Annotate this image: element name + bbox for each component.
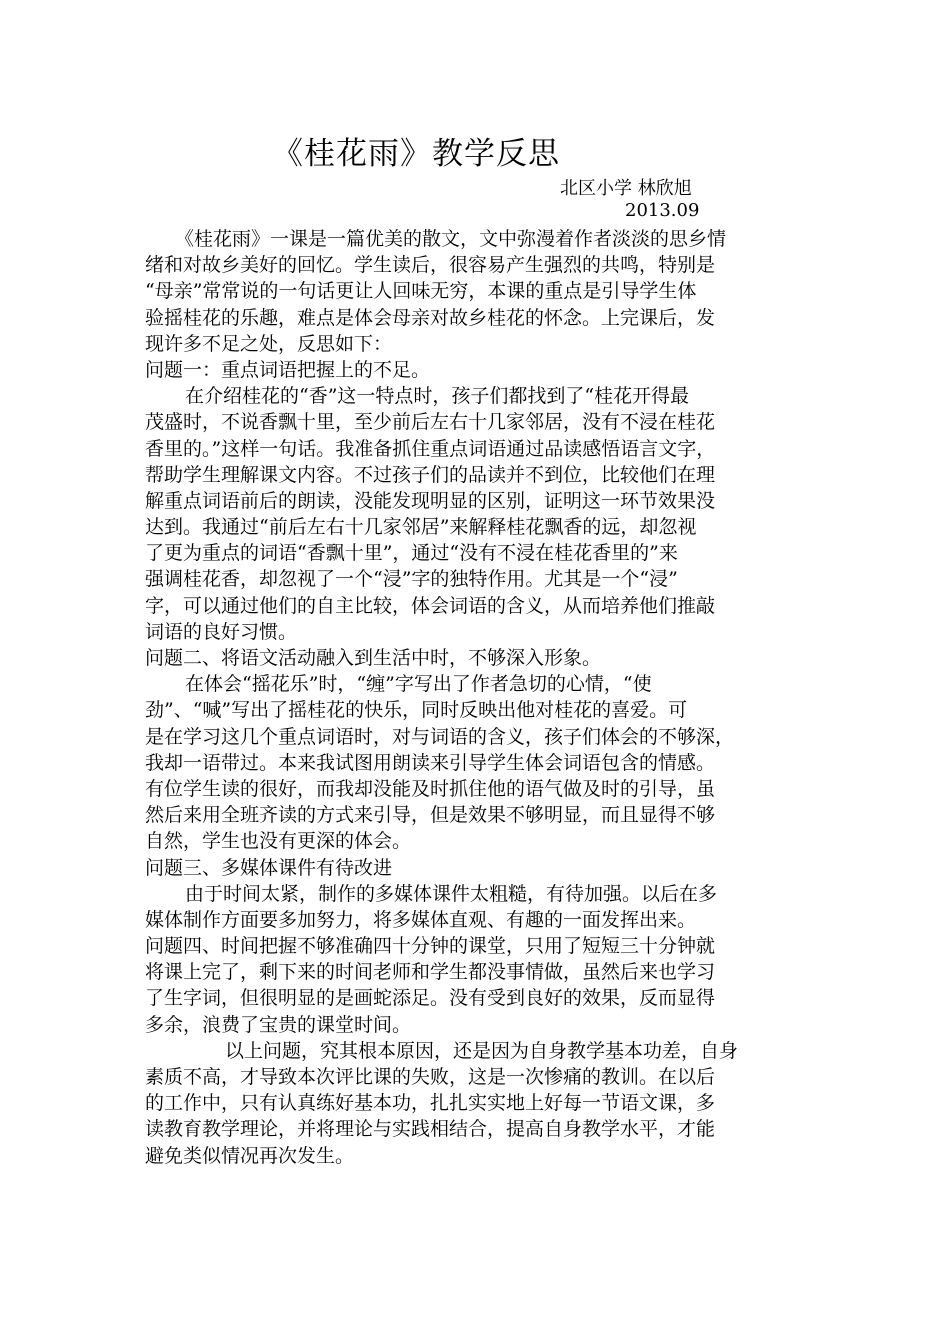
- paragraph-line: 将课上完了，剩下来的时间老师和学生都没事情做，虽然后来也学习: [145, 961, 716, 984]
- paragraph-line: 是在学习这几个重点词语时，对与词语的含义，孩子们体会的不够深，: [145, 725, 735, 748]
- paragraph-line: 自然，学生也没有更深的体会。: [145, 830, 412, 853]
- paragraph-line: 了更为重点的词语“香飘十里”，通过“没有不浸在桂花香里的”来: [145, 542, 678, 565]
- paragraph-line: 帮助学生理解课文内容。不过孩子们的品读并不到位，比较他们在理: [145, 463, 716, 486]
- paragraph-line: 验摇桂花的乐趣，难点是体会母亲对故乡桂花的怀念。上完课后，发: [145, 306, 716, 329]
- paragraph-line: 在体会“摇花乐”时，“缠”字写出了作者急切的心情，“使: [185, 673, 652, 696]
- paragraph-line: 读教育教学理论，并将理论与实践相结合，提高自身教学水平，才能: [145, 1118, 716, 1141]
- paragraph-line: 有位学生读的很好，而我却没能及时抓住他的语气做及时的引导，虽: [145, 777, 716, 800]
- paragraph-line: 多余，浪费了宝贵的课堂时间。: [145, 1013, 412, 1036]
- paragraph-line: 素质不高，才导致本次评比课的失败，这是一次惨痛的教训。在以后: [145, 1066, 716, 1088]
- author-line: 北区小学 林欣旭: [560, 178, 692, 199]
- paragraph-line: 现许多不足之处，反思如下：: [145, 332, 393, 355]
- paragraph-line: “母亲”常常说的一句话更让人回味无穷，本课的重点是引导学生体: [145, 280, 697, 303]
- date-line: 2013.09: [625, 200, 700, 221]
- paragraph-line: 茂盛时，不说香飘十里，至少前后左右十几家邻居，没有不浸在桂花: [145, 411, 716, 434]
- paragraph-line: 《桂花雨》一课是一篇优美的散文，文中弥漫着作者淡淡的思乡情: [175, 228, 727, 250]
- paragraph-line: 避免类似情况再次发生。: [145, 1144, 355, 1167]
- section-heading: 问题一：重点词语把握上的不足。: [145, 358, 431, 381]
- paragraph-line: 达到。我通过“前后左右十几家邻居”来解释桂花飘香的远，却忽视: [145, 516, 697, 539]
- body-text: [145, 226, 815, 1169]
- paragraph-line: 解重点词语前后的朗读，没能发现明显的区别，证明这一环节效果没: [145, 489, 716, 512]
- section-heading: 问题二、将语文活动融入到生活中时，不够深入形象。: [145, 647, 602, 669]
- paragraph-line: 劲”、“喊”写出了摇桂花的快乐，同时反映出他对桂花的喜爱。可: [145, 699, 688, 722]
- section-heading: 问题三、多媒体课件有待改进: [145, 856, 393, 879]
- paragraph-line: 媒体制作方面要多加努力，将多媒体直观、有趣的一面发挥出来。: [145, 908, 697, 931]
- paragraph-line: 我却一语带过。本来我试图用朗读来引导学生体会词语包含的情感。: [145, 751, 716, 774]
- paragraph-line: 了生字词，但很明显的是画蛇添足。没有受到良好的效果，反而显得: [145, 987, 716, 1010]
- paragraph-line: 强调桂花香，却忽视了一个“浸”字的独特作用。尤其是一个“浸”: [145, 568, 678, 591]
- paragraph-line: 由于时间太紧，制作的多媒体课件太粗糙，有待加强。以后在多: [185, 882, 718, 905]
- paragraph-line: 以上问题，究其根本原因，还是因为自身教学基本功差，自身: [225, 1039, 739, 1062]
- paragraph-line: 然后来用全班齐读的方式来引导，但是效果不够明显，而且显得不够: [145, 804, 716, 827]
- document-title: 《桂花雨》教学反思: [272, 136, 560, 172]
- paragraph-line: 字，可以通过他们的自主比较，体会词语的含义，从而培养他们推敲: [145, 594, 716, 617]
- paragraph-line: 绪和对故乡美好的回忆。学生读后，很容易产生强烈的共鸣，特别是: [145, 254, 716, 277]
- paragraph-line: 香里的。”这样一句话。我准备抓住重点词语通过品读感悟语言文字，: [145, 437, 716, 460]
- section-heading: 问题四、时间把握不够准确四十分钟的课堂，只用了短短三十分钟就: [145, 935, 716, 958]
- paragraph-line: 的工作中，只有认真练好基本功，扎扎实实地上好每一节语文课，多: [145, 1092, 716, 1115]
- paragraph-line: 在介绍桂花的“香”这一特点时，孩子们都找到了“桂花开得最: [185, 385, 690, 408]
- paragraph-line: 词语的良好习惯。: [145, 620, 298, 643]
